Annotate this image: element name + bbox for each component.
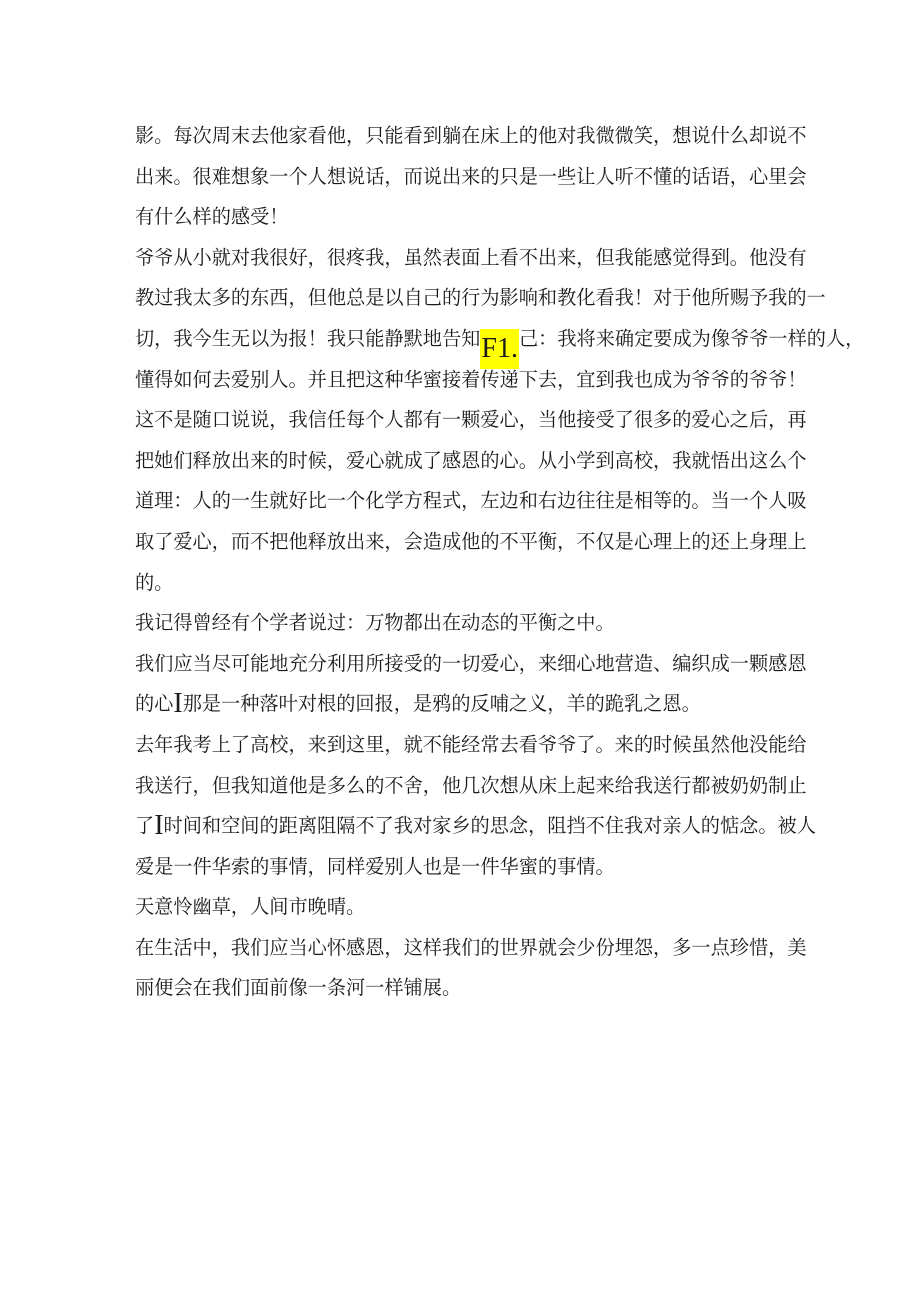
text-line <box>135 157 807 198</box>
text-segment: 丽便会在我们面前像一条河一样铺展。 <box>135 976 462 1000</box>
text-line <box>135 319 865 364</box>
text-line <box>135 684 795 725</box>
text-line <box>135 887 795 928</box>
text-segment: 我送行，但我知道他是多么的不舍，他几次想从床上起来给我送行都被奶奶制止 <box>135 773 807 797</box>
text-segment: 那是一种落叶对根的回报，是鸦的反哺之义，羊的跪乳之恩。 <box>182 692 701 716</box>
text-line <box>135 847 795 888</box>
text-segment: 爱是一件华索的事情，同样爱别人也是一件华蜜的事情。 <box>135 854 615 878</box>
body-text <box>135 116 865 1009</box>
text-line <box>135 400 807 441</box>
highlighted-text: F1. <box>480 329 519 369</box>
text-line <box>135 644 807 685</box>
text-segment: 去年我考上了高校，来到这里，就不能经常去看爷爷了。来的时候虽然他没能给 <box>135 732 807 756</box>
text-segment: 己：我将来确定要成为像爷爷一样的人， <box>518 326 865 350</box>
text-line <box>135 725 807 766</box>
text-segment: 把她们释放出来的时候，爱心就成了感恩的心。从小学到高校，我就悟出这么个 <box>135 448 807 472</box>
text-line <box>135 603 795 644</box>
text-segment: 取了爱心，而不把他释放出来，会造成他的不平衡，不仅是心理上的还上身理上 <box>135 529 807 553</box>
text-line <box>135 968 795 1009</box>
text-segment: 有什么样的感受！ <box>135 205 289 229</box>
text-line <box>135 116 807 157</box>
text-segment: 时间和空间的距离阻隔不了我对家乡的思念，阻挡不住我对亲人的惦念。被人 <box>163 814 816 838</box>
text-segment: 了 <box>135 814 155 838</box>
text-line <box>135 481 807 522</box>
text-segment: 在生活中，我们应当心怀感恩，这样我们的世界就会少份埋怨，多一点珍惜，美 <box>135 935 807 959</box>
text-segment: 的。 <box>135 570 174 594</box>
text-line <box>135 441 807 482</box>
oversized-glyph: I <box>173 688 183 720</box>
text-line <box>135 360 807 401</box>
text-line <box>135 928 807 969</box>
oversized-glyph: I <box>154 810 164 842</box>
text-segment: 的心 <box>135 692 174 716</box>
text-segment: 切，我今生无以为报！我只能静默地告知 <box>135 326 481 350</box>
text-line <box>135 197 795 238</box>
text-segment: 影。每次周末去他家看他，只能看到躺在床上的他对我微微笑，想说什么却说不 <box>135 124 807 147</box>
text-line <box>135 806 816 847</box>
text-segment: 爷爷从小就对我很好，很疼我，虽然表面上看不出来，但我能感觉得到。他没有 <box>135 245 807 269</box>
text-line <box>135 238 807 279</box>
text-line <box>135 278 826 319</box>
text-segment: 我们应当尽可能地充分利用所接受的一切爱心，来细心地营造、编织成一颗感恩 <box>135 651 807 675</box>
text-line <box>135 766 807 807</box>
text-line <box>135 522 807 563</box>
text-segment: 我记得曾经有个学者说过：万物都出在动态的平衡之中。 <box>135 611 615 635</box>
text-segment: 道理：人的一生就好比一个化学方程式，左边和右边往往是相等的。当一个人吸 <box>135 489 807 513</box>
text-segment: 教过我太多的东西，但他总是以自己的行为影响和教化看我！对于他所赐予我的一 <box>135 286 826 310</box>
text-segment: 出来。很难想象一个人想说话，而说出来的只是一些让人听不懂的话语，心里会 <box>135 164 807 188</box>
text-segment: 懂得如何去爱别人。并且把这种华蜜接着传递下去，宜到我也成为爷爷的爷爷！ <box>135 367 807 391</box>
text-segment: 这不是随口说说，我信任每个人都有一颗爱心，当他接受了很多的爱心之后，再 <box>135 408 807 432</box>
text-segment: 天意怜幽草，人间市晚晴。 <box>135 895 366 919</box>
text-line <box>135 563 795 604</box>
